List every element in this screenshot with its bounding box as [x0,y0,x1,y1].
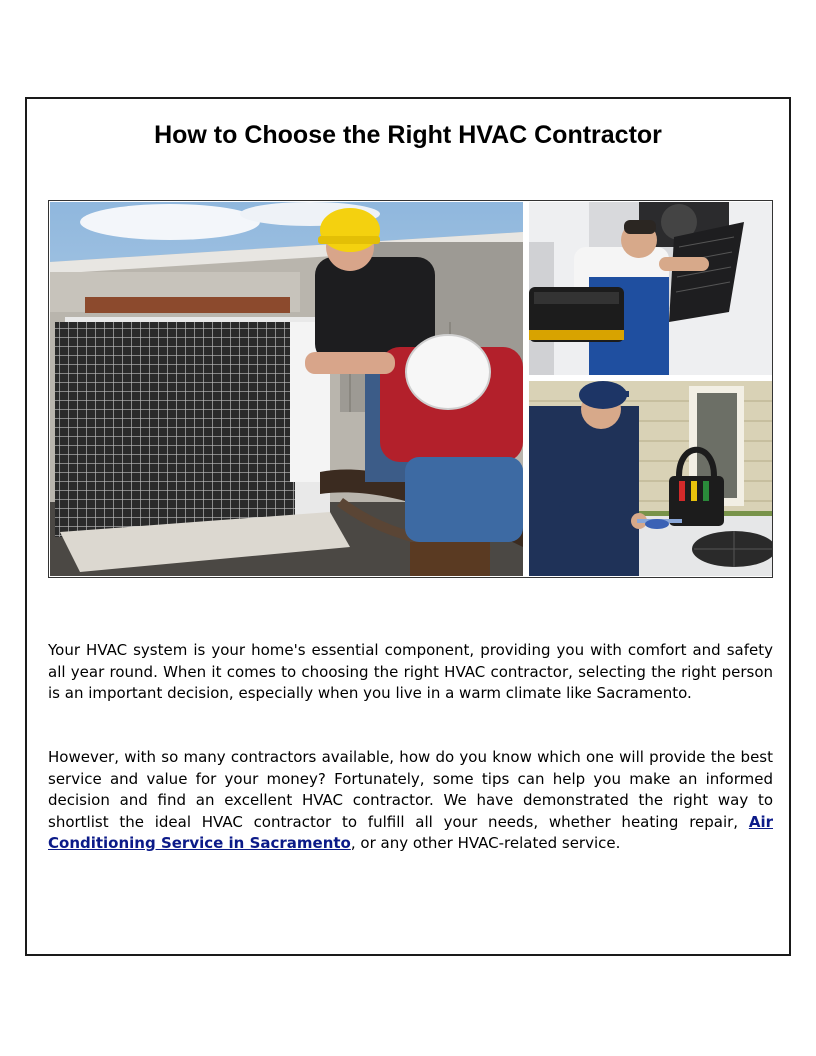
technician-outdoor-unit-photo [529,381,772,576]
intro-paragraph: Your HVAC system is your home's essential component, providing you with comfort and safety all year round. When it comes to choosing the right HVAC contractor, selecting the right person is an important decision, especially when you live in a warm climate like Sacramento. [48,641,773,702]
tips-paragraph [48,747,773,855]
tips-paragraph-text: However, with so many contractors available, how do you know which one will provide the best service and value for your money? Fortunately, some tips can help you make an informed decision and find an excellent HVAC contractor. We have demonstrated the right way to shortlist the ideal HVAC contractor to fulfill all your needs, whether heating repair, [48,748,773,831]
tips-paragraph-end: , or any other HVAC-related service. [350,834,621,852]
technicians-rooftop-ac-photo [50,202,523,576]
page-title: How to Choose the Right HVAC Contractor [154,121,662,149]
document-frame [25,97,791,956]
photo-collage [48,200,773,578]
ac-service-sacramento-link[interactable]: Air Conditioning Service in Sacramento [48,812,773,852]
technician-ceiling-vent-photo [529,202,772,375]
